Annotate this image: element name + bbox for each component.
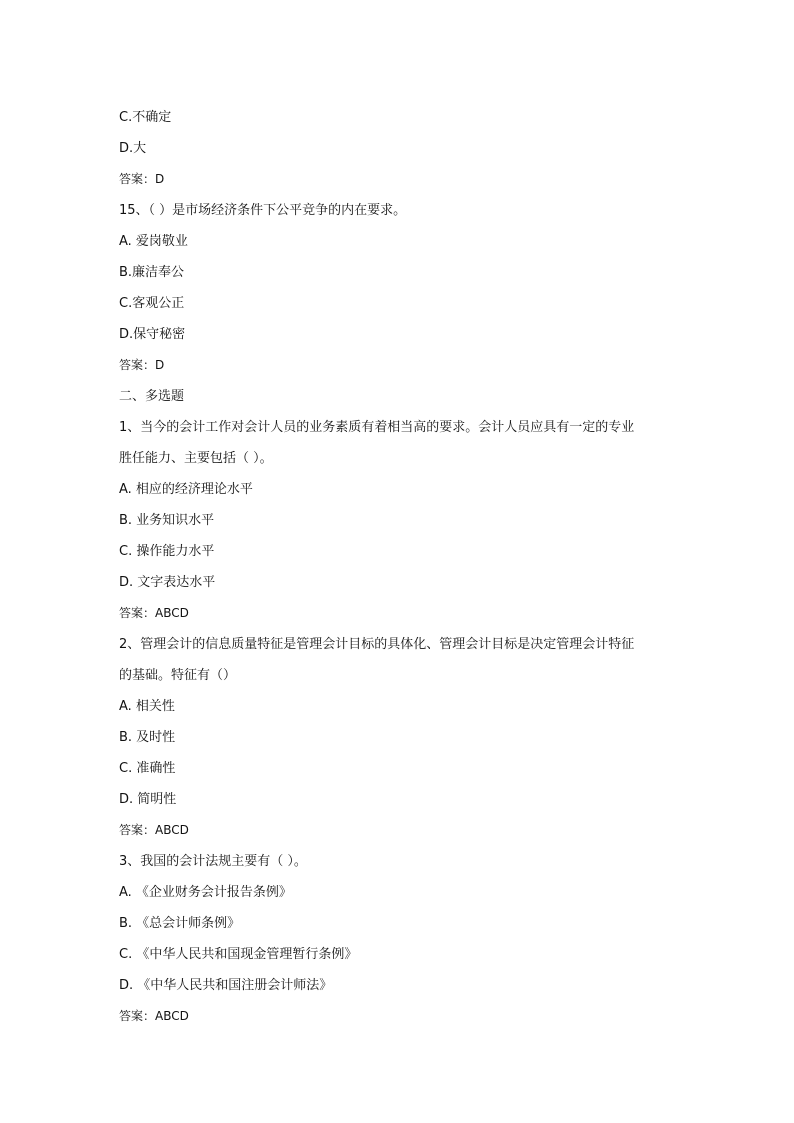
answer-line: 答案：ABCD bbox=[119, 823, 189, 837]
answer-line: 答案：ABCD bbox=[119, 606, 189, 620]
option-line: D. 文字表达水平 bbox=[119, 575, 216, 590]
question-line: 2、管理会计的信息质量特征是管理会计目标的具体化、管理会计目标是决定管理会计特征 bbox=[119, 637, 635, 652]
option-line: B. 《总会计师条例》 bbox=[119, 916, 241, 931]
question-line: 15、（ ）是市场经济条件下公平竞争的内在要求。 bbox=[119, 203, 407, 218]
question-line: 1、当今的会计工作对会计人员的业务素质有着相当高的要求。会计人员应具有一定的专业 bbox=[119, 420, 635, 435]
answer-line: 答案：ABCD bbox=[119, 1009, 189, 1023]
option-line: C. 《中华人民共和国现金管理暂行条例》 bbox=[119, 947, 358, 962]
option-line: D. 简明性 bbox=[119, 792, 177, 807]
option-line: B. 业务知识水平 bbox=[119, 513, 215, 528]
option-line: A. 相关性 bbox=[119, 699, 175, 714]
option-line: C.不确定 bbox=[119, 110, 172, 125]
option-line: C. 操作能力水平 bbox=[119, 544, 215, 559]
option-line: C.客观公正 bbox=[119, 296, 185, 311]
option-line: D.大 bbox=[119, 141, 147, 156]
answer-line: 答案：D bbox=[119, 172, 165, 186]
option-line: C. 准确性 bbox=[119, 761, 176, 776]
option-line: A. 爱岗敬业 bbox=[119, 234, 188, 249]
option-line: A. 《企业财务会计报告条例》 bbox=[119, 885, 292, 900]
option-line: B. 及时性 bbox=[119, 730, 176, 745]
document-body bbox=[119, 102, 679, 1032]
option-line: A. 相应的经济理论水平 bbox=[119, 482, 253, 497]
question-line: 的基础。特征有（） bbox=[119, 668, 237, 683]
option-line: D.保守秘密 bbox=[119, 327, 186, 342]
answer-line: 答案：D bbox=[119, 358, 165, 372]
option-line: B.廉洁奉公 bbox=[119, 265, 185, 280]
question-line: 胜任能力、主要包括（ ）。 bbox=[119, 451, 273, 466]
section-heading: 二、多选题 bbox=[119, 389, 185, 404]
option-line: D. 《中华人民共和国注册会计师法》 bbox=[119, 978, 333, 993]
question-line: 3、我国的会计法规主要有（ ）。 bbox=[119, 854, 307, 869]
